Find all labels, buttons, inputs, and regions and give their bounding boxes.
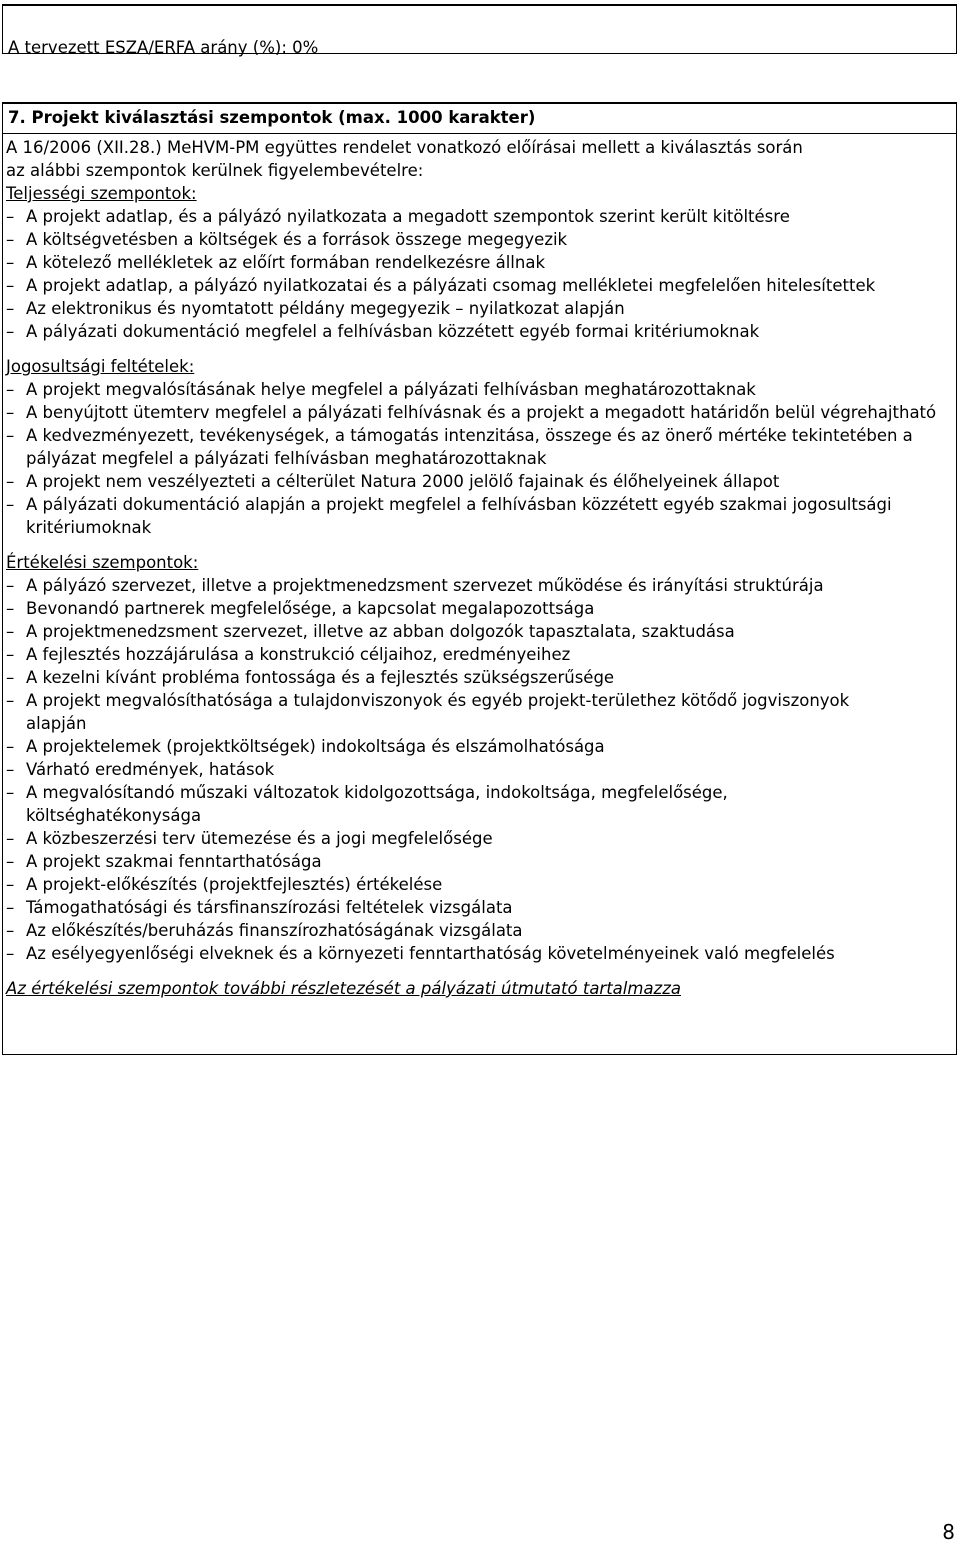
list-item: – Az esélyegyenlőségi elveknek és a környezeti fenntarthatóság követelményeinek való megfelelés — [6, 944, 835, 963]
list-item: – A projekt-előkészítés (projektfejlesztés) értékelése — [6, 875, 443, 894]
list-item: – A pályázati dokumentáció alapján a projekt megfelel a felhívásban közzétett egyéb szakmai jogosultsági kritériumoknak — [6, 495, 892, 537]
esza-erfa-ratio: A tervezett ESZA/ERFA arány (%): 0% — [8, 38, 319, 57]
list-item: – Az előkészítés/beruházás finanszírozhatóságának vizsgálata — [6, 921, 523, 940]
list-item: – A projekt megvalósíthatósága a tulajdonviszonyok és egyéb projekt-területhez kötődő jogviszonyok alapján — [6, 691, 850, 733]
list-item: – A közbeszerzési terv ütemezése és a jogi megfelelősége — [6, 829, 493, 848]
list-item: – Bevonandó partnerek megfelelősége, a kapcsolat megalapozottsága — [6, 599, 595, 618]
list-item: – A projekt szakmai fenntarthatósága — [6, 852, 322, 871]
list-item: – A kötelező mellékletek az előírt formában rendelkezésre állnak — [6, 253, 545, 272]
list-item: – A projektelemek (projektköltségek) indokoltsága és elszámolhatósága — [6, 737, 605, 756]
list-item: – A kezelni kívánt probléma fontossága és a fejlesztés szükségszerűsége — [6, 668, 615, 687]
section-heading: 7. Projekt kiválasztási szempontok (max. 1000 karakter) — [8, 108, 536, 127]
list-item: – A pályázó szervezet, illetve a projektmenedzsment szervezet működése és irányítási struktúrája — [6, 576, 824, 595]
list-item: – Az elektronikus és nyomtatott példány megegyezik – nyilatkozat alapján — [6, 299, 625, 318]
list-item: – A kedvezményezett, tevékenységek, a támogatás intenzitása, összege és az önerő mértéke tekintetében a pályázat megfelel a pályázati felhívásban meghatározottaknak — [6, 426, 913, 468]
list-item: – A pályázati dokumentáció megfelel a felhívásban közzétett egyéb formai kritériumoknak — [6, 322, 760, 341]
page-number: 8 — [942, 1520, 955, 1544]
eligibility-list — [6, 378, 954, 539]
completeness-title: Teljességi szempontok: — [6, 184, 197, 203]
criteria-content — [6, 136, 954, 1000]
list-item: – A költségvetésben a költségek és a források összege megegyezik — [6, 230, 568, 249]
list-item: – A projekt nem veszélyezteti a célterület Natura 2000 jelölő fajainak és élőhelyeinek állapot — [6, 472, 780, 491]
section-heading-row — [3, 104, 956, 134]
list-item: – A benyújtott ütemterv megfelel a pályázati felhívásnak és a projekt a megadott határidőn belül végrehajtható — [6, 403, 937, 422]
ratio-box — [2, 4, 957, 57]
eligibility-title: Jogosultsági feltételek: — [6, 357, 195, 376]
intro-line: az alábbi szempontok kerülnek figyelembevételre: — [6, 161, 424, 180]
guide-reference-note: Az értékelési szempontok további részletezését a pályázati útmutató tartalmazza — [6, 979, 681, 998]
list-item: – A projekt adatlap, és a pályázó nyilatkozata a megadott szempontok szerint került kitöltésre — [6, 207, 790, 226]
list-item: – Támogathatósági és társfinanszírozási feltételek vizsgálata — [6, 898, 513, 917]
evaluation-list — [6, 574, 954, 965]
completeness-list — [6, 205, 954, 343]
list-item: – Várható eredmények, hatások — [6, 760, 275, 779]
list-item: – A projekt adatlap, a pályázó nyilatkozatai és a pályázati csomag mellékletei megfelelően hitelesítettek — [6, 276, 876, 295]
list-item: – A projekt megvalósításának helye megfelel a pályázati felhívásban meghatározottaknak — [6, 380, 756, 399]
evaluation-title: Értékelési szempontok: — [6, 553, 199, 572]
list-item: – A projektmenedzsment szervezet, illetve az abban dolgozók tapasztalata, szaktudása — [6, 622, 735, 641]
list-item: – A megvalósítandó műszaki változatok kidolgozottsága, indokoltsága, megfelelősége, költséghatékonysága — [6, 783, 728, 825]
selection-criteria-box — [2, 102, 957, 1055]
list-item: – A fejlesztés hozzájárulása a konstrukció céljaihoz, eredményeihez — [6, 645, 571, 664]
intro-line: A 16/2006 (XII.28.) MeHVM-PM együttes rendelet vonatkozó előírásai mellett a kiválasztás során — [6, 138, 803, 157]
